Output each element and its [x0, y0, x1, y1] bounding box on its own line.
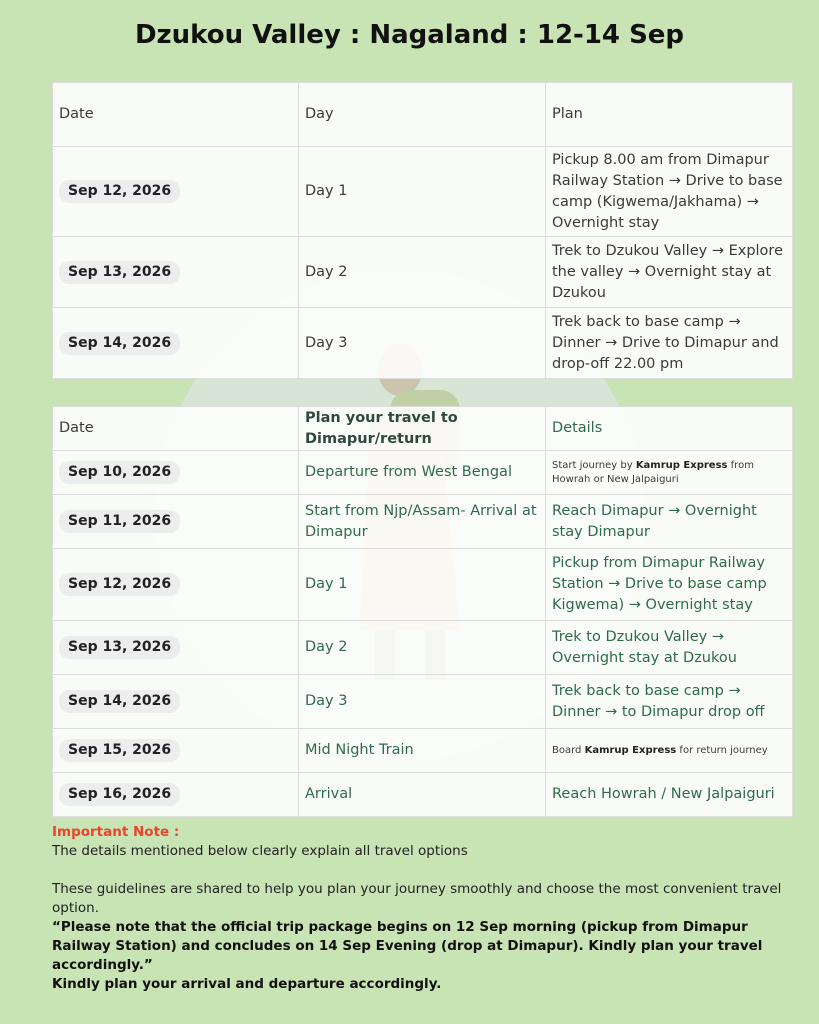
details-cell: Reach Dimapur → Overnight stay Dimapur	[546, 495, 793, 549]
table-row	[53, 451, 793, 495]
table-row	[53, 308, 793, 379]
plan-cell: Mid Night Train	[299, 729, 546, 773]
table-row	[53, 675, 793, 729]
details-cell: Board Kamrup Express for return journey	[546, 729, 793, 773]
date-badge: Sep 12, 2026	[59, 573, 180, 596]
table1-header-date: Date	[53, 83, 299, 147]
details-cell: Reach Howrah / New Jalpaiguri	[546, 773, 793, 817]
table1-header-day: Day	[299, 83, 546, 147]
plan-cell: Trek back to base camp → Dinner → Drive to Dimapur and drop-off 22.00 pm	[546, 308, 793, 379]
date-badge: Sep 14, 2026	[59, 690, 180, 713]
travel-plan-table	[52, 406, 793, 817]
table1-header-plan: Plan	[546, 83, 793, 147]
table-row	[53, 147, 793, 237]
table2-header-date: Date	[53, 407, 299, 451]
date-badge: Sep 12, 2026	[59, 180, 180, 203]
details-cell: Trek to Dzukou Valley → Overnight stay at Dzukou	[546, 621, 793, 675]
day-cell: Day 2	[299, 237, 546, 308]
table-row	[53, 237, 793, 308]
page-title: Dzukou Valley : Nagaland : 12-14 Sep	[134, 20, 685, 50]
itinerary-table	[52, 82, 793, 379]
details-cell: Pickup from Dimapur Railway Station → Drive to base camp Kigwema) → Overnight stay	[546, 549, 793, 621]
note-line-2: These guidelines are shared to help you plan your journey smoothly and choose the most convenient travel option.	[52, 881, 782, 916]
table2-header-plan: Plan your travel to Dimapur/return	[299, 407, 546, 451]
table2-header-details: Details	[546, 407, 793, 451]
note-closing: Kindly plan your arrival and departure accordingly.	[52, 976, 442, 992]
table-row	[53, 729, 793, 773]
date-badge: Sep 11, 2026	[59, 510, 180, 533]
plan-cell: Pickup 8.00 am from Dimapur Railway Station → Drive to base camp (Kigwema/Jakhama) → Overnight stay	[546, 147, 793, 237]
date-badge: Sep 16, 2026	[59, 783, 180, 806]
day-cell: Day 3	[299, 308, 546, 379]
day-cell: Day 1	[299, 147, 546, 237]
table-row	[53, 495, 793, 549]
plan-cell: Day 1	[299, 549, 546, 621]
details-cell: Start journey by Kamrup Express from Howrah or New Jalpaiguri	[546, 451, 793, 495]
note-line-1: The details mentioned below clearly explain all travel options	[52, 843, 468, 859]
plan-cell: Start from Njp/Assam- Arrival at Dimapur	[299, 495, 546, 549]
table-row	[53, 621, 793, 675]
note-quote: “Please note that the official trip package begins on 12 Sep morning (pickup from Dimapur Railway Station) and concludes on 14 Sep Evening (drop at Dimapur). Kindly plan your travel accordingly.”	[52, 919, 763, 973]
plan-cell: Day 2	[299, 621, 546, 675]
date-badge: Sep 13, 2026	[59, 261, 180, 284]
plan-cell: Day 3	[299, 675, 546, 729]
date-badge: Sep 15, 2026	[59, 739, 180, 762]
plan-cell: Arrival	[299, 773, 546, 817]
date-badge: Sep 14, 2026	[59, 332, 180, 355]
note-heading: Important Note :	[52, 824, 180, 840]
details-cell: Trek back to base camp → Dinner → to Dimapur drop off	[546, 675, 793, 729]
plan-cell: Trek to Dzukou Valley → Explore the valley → Overnight stay at Dzukou	[546, 237, 793, 308]
date-badge: Sep 10, 2026	[59, 461, 180, 484]
date-badge: Sep 13, 2026	[59, 636, 180, 659]
table-row	[53, 549, 793, 621]
important-note	[52, 823, 797, 994]
table-row	[53, 773, 793, 817]
plan-cell: Departure from West Bengal	[299, 451, 546, 495]
